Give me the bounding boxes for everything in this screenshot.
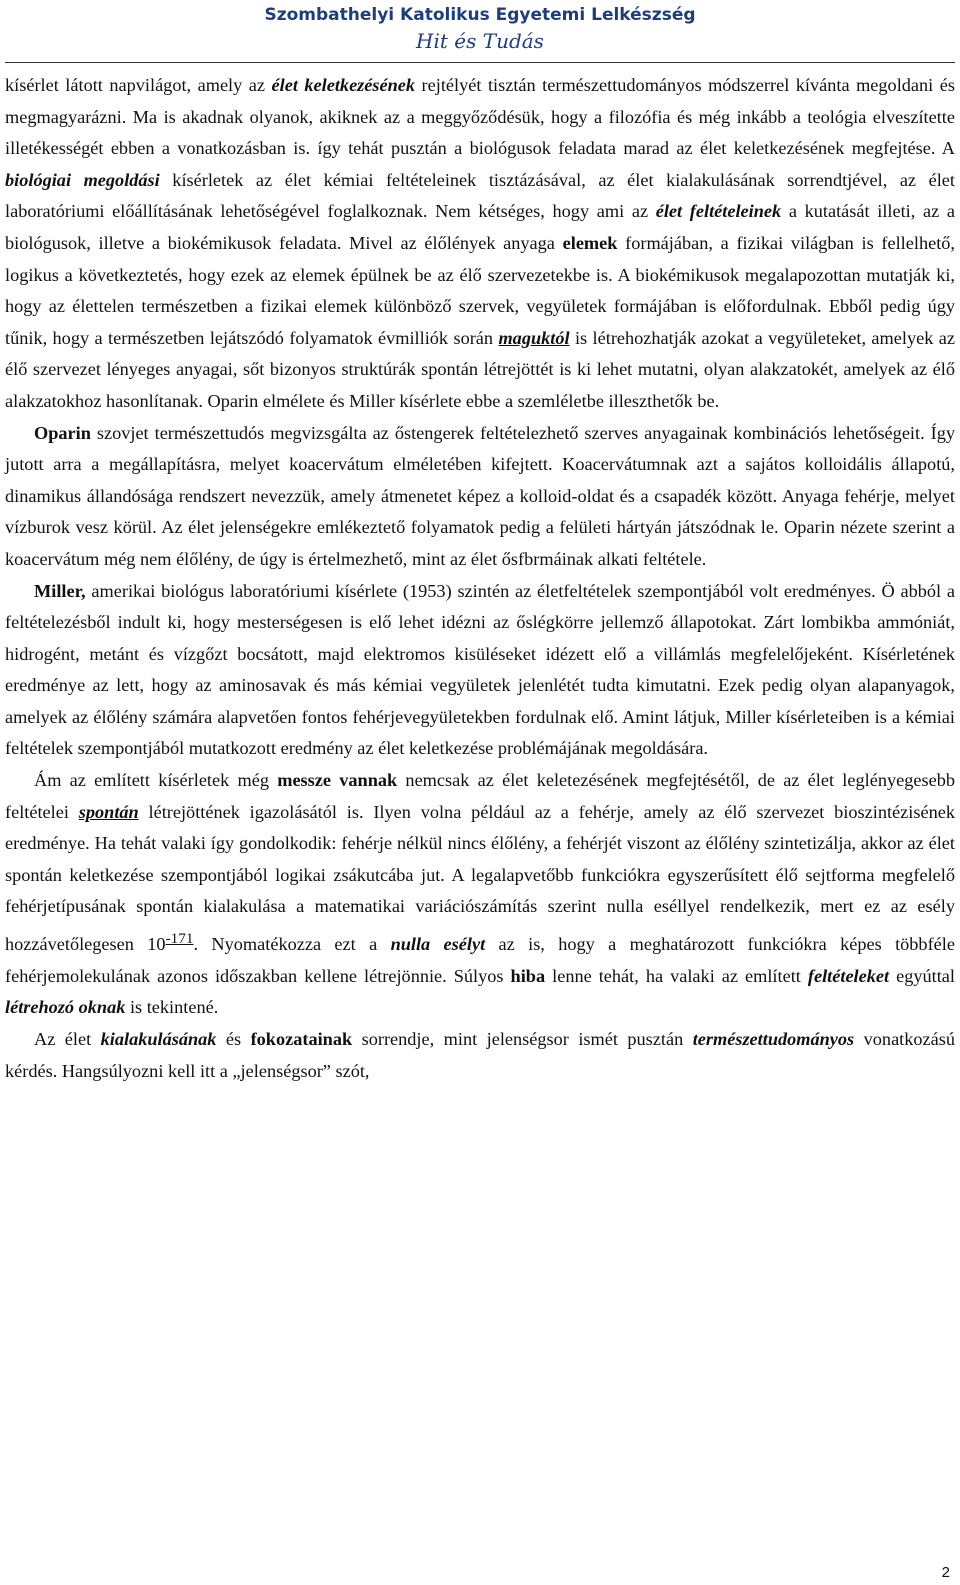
header-organization: Szombathelyi Katolikus Egyetemi Lelkészség — [264, 5, 696, 25]
emphasized-text: Oparin — [34, 422, 91, 443]
page-number: 2 — [941, 1564, 950, 1581]
emphasized-text: elemek — [562, 232, 618, 253]
text-run: sorrendje, mint jelenségsor ismét pusztán — [352, 1028, 693, 1049]
paragraph-1 — [5, 70, 955, 418]
superscript-text: -171 — [165, 930, 194, 948]
text-run: kísérlet látott napvilágot, amely az — [5, 75, 272, 95]
paragraph-5 — [5, 1024, 955, 1087]
text-run: a kutatását illeti, az a biológusok, illetve a biokémikusok feladata. Mivel az élőlények anyaga — [5, 201, 955, 253]
header-title: Hit és Tudás — [416, 29, 544, 53]
text-run: nemcsak az élet keletezésének megfejtésétől, de az élet leglényegesebb feltételei — [5, 770, 955, 822]
text-run: és — [216, 1028, 251, 1049]
paragraph-3 — [5, 576, 955, 766]
paragraph-4 — [5, 765, 955, 1024]
header-divider — [5, 62, 955, 63]
text-run: formájában, a fizikai világban is fellelhető, logikus a következtetés, hogy ezek az elemek épülnek be az élő szervezetekbe is. A biokémikusok megalapozottan mutatják ki, hogy az élettelen természetben a fizikai elemek különböző szervek, vegyületek formájában is előfordulnak. Ebből pedig úgy tűnik, hogy a természetben lejátszódó folyamatok évmilliók során — [5, 232, 955, 348]
page-header — [0, 0, 960, 63]
paragraph-2 — [5, 418, 955, 576]
emphasized-text: hiba — [510, 965, 546, 986]
text-run: lenne tehát, ha valaki az említett — [545, 965, 808, 986]
emphasized-text: spontán — [78, 801, 139, 822]
emphasized-text: feltételeket — [807, 965, 890, 986]
text-run: létrejöttének igazolásától is. Ilyen volna például az a fehérje, amely az élő szervezet bioszintézisének eredménye. Ha tehát valaki így gondolkodik: fehérje nélkül nincs élőlény, a fehérjét viszont az élőlény szintetizálja, akkor az élet spontán keletkezése szempontjából logikai zsákutcába jut. A legalapvetőbb funkciókra egyszerűsített élő sejtforma megfelelő fehérjetípusának spontán kialakulása a matematikai variációszámítás szerint nulla eséllyel rendelkezik, mert ez az esély hozzávetőlegesen 10 — [5, 801, 955, 955]
text-run: . Nyomatékozza ezt a — [193, 934, 391, 955]
emphasized-text: Miller, — [34, 580, 86, 601]
emphasized-text: létrehozó oknak — [5, 997, 126, 1018]
text-run: is tekintené. — [125, 997, 219, 1018]
emphasized-text: maguktól — [498, 327, 570, 348]
emphasized-text: élet feltételeinek — [655, 201, 782, 222]
text-run: is létrehozhatják azokat a vegyületeket, amelyek az élő szervezet lényeges anyagai, sőt bizonyos struktúrák spontán létrejöttét is ki lehet mutatni, olyan alakzatokét, amelyek az élő alakzatokhoz hasonlítanak. Oparin elmélete és Miller kísérlete ebbe a szemléletbe illeszthetők be. — [5, 327, 955, 411]
text-run: szovjet természettudós megvizsgálta az őstengerek feltételezhető szerves anyagainak kombinációs lehetőségeit. Így jutott arra a megállapításra, melyet koacervátum elméletében kifejtett. Koacervátumnak azt a sajátos kolloidális állapotú, dinamikus állandósága rendszert nevezzük, amely átmenetet képez a kolloid-oldat és a csapadék között. Anyaga fehérje, melyet vízburok vesz körül. Az élet jelenségekre emlékeztető folyamatok pedig a felületi hártyán játszódnak le. Oparin nézete szerint a koacervátum még nem élőlény, de úgy is értelmezhető, mint az élet ősfbrmáinak alkati feltétele. — [5, 422, 955, 569]
emphasized-text: kialakulásának — [100, 1028, 217, 1049]
text-run: kísérletek az élet kémiai feltételeinek tisztázásával, az élet kialakulásának sorrendtjével, az élet laboratóriumi előállításának lehetőségével foglalkoznak. Nem kétséges, hogy ami az — [5, 169, 955, 222]
emphasized-text: nulla esélyt — [390, 934, 486, 955]
emphasized-text: élet keletkezésének — [271, 75, 416, 95]
emphasized-text: természettudományos — [692, 1028, 855, 1049]
text-run: egyúttal — [889, 965, 955, 986]
text-run: Ám az említett kísérletek még — [34, 770, 278, 791]
document-body — [5, 70, 955, 1087]
emphasized-text: messze vannak — [277, 770, 398, 791]
text-run: az is, hogy a meghatározott funkciókra képes többféle fehérjemolekulának azonos időszakban kellene létrejönnie. Súlyos — [5, 934, 955, 986]
emphasized-text: biológiai megoldási — [5, 169, 160, 190]
text-run: Az élet — [34, 1028, 101, 1049]
text-run: rejtélyét tisztán természettudományos módszerrel kívánta megoldani és megmagyarázni. Ma is akadnak olyanok, akiknek az a meggyőződésük, hogy a filozófia és még inkább a teológia elveszítette illetékességét ebben a vonatkozásban is. így tehát pusztán a biológusok feladata marad az élet keletkezésének megfejtése. A — [5, 75, 955, 159]
emphasized-text: fokozatainak — [250, 1028, 353, 1049]
text-run: vonatkozású kérdés. Hangsúlyozni kell itt a „jelenségsor” szót, — [5, 1028, 956, 1081]
text-run: amerikai biológus laboratóriumi kísérlete (1953) szintén az életfeltételek szempontjából volt eredményes. Ö abból a feltételezésből indult ki, hogy mesterségesen is elő lehet idézni az őslégkörre jellemző állapotokat. Zárt lombikba ammóniát, hidrogént, metánt és vízgőzt bocsátott, majd elektromos kisüléseket idézett elő a villámlás megfelelőjeként. Kísérletének eredménye az lett, hogy az aminosavak és más kémiai vegyületek jelenlétét tudta kimutatni. Ezek pedig olyan alapanyagok, amelyek az élőlény számára alapvetően fontos fehérjevegyületekben fordulnak elő. Amint látjuk, Miller kísérleteiben is a kémiai feltételek szempontjából mutatkozott eredmény az élet keletkezése problémájának megoldására. — [5, 580, 955, 759]
